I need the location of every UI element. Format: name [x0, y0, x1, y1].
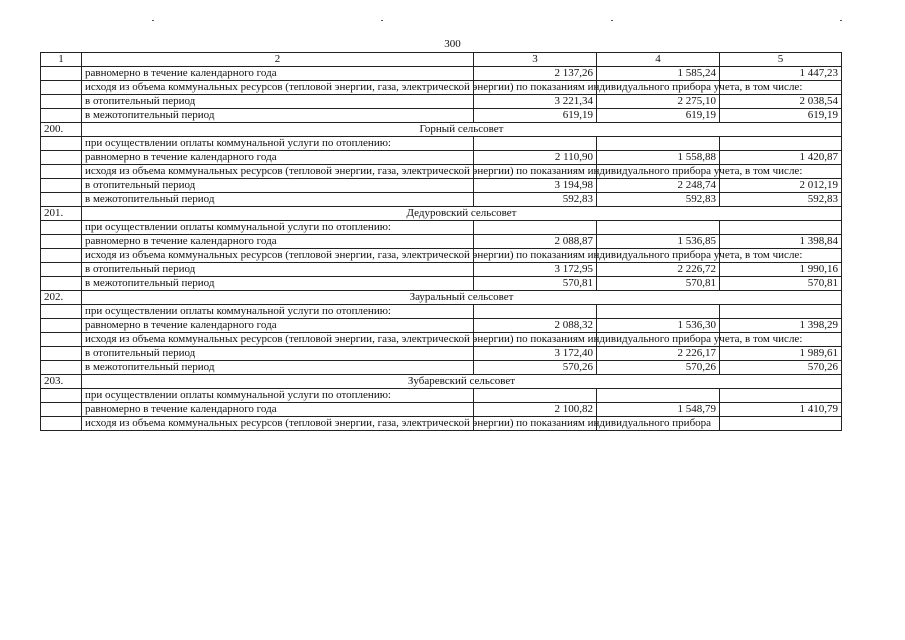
- table-row: [41, 221, 842, 235]
- scan-mark: [840, 20, 842, 21]
- value-cell: [720, 137, 842, 151]
- value-cell: 2 088,32: [474, 319, 597, 333]
- value-cell: 2 038,54: [720, 95, 842, 109]
- value-cell: 1 585,24: [597, 67, 720, 81]
- value-cell: 570,26: [720, 361, 842, 375]
- table-row: [41, 67, 842, 81]
- table-row: [41, 151, 842, 165]
- value-cell: 2 100,82: [474, 403, 597, 417]
- row-number-cell: [41, 235, 82, 249]
- row-label: исходя из объема коммунальных ресурсов (тепловой энергии, газа, электрической энергии) по показаниям индивидуального прибора учета, в том числе:: [82, 165, 474, 179]
- column-header: 4: [597, 53, 720, 67]
- section-name: Зубаревский сельсовет: [82, 375, 842, 389]
- row-label: в межотопительный период: [82, 277, 474, 291]
- value-cell: 1 447,23: [720, 67, 842, 81]
- value-cell: 3 194,98: [474, 179, 597, 193]
- table-row: [41, 277, 842, 291]
- table-row: [41, 165, 842, 179]
- table-row: [41, 389, 842, 403]
- value-cell: [597, 305, 720, 319]
- page-number: 300: [444, 38, 461, 50]
- scan-mark: [152, 20, 154, 21]
- value-cell: [474, 389, 597, 403]
- table-row: [41, 179, 842, 193]
- row-number-cell: [41, 165, 82, 179]
- row-number-cell: [41, 109, 82, 123]
- value-cell: 1 398,29: [720, 319, 842, 333]
- row-label: в межотопительный период: [82, 109, 474, 123]
- row-number-cell: [41, 361, 82, 375]
- row-number-cell: [41, 277, 82, 291]
- row-number-cell: [41, 417, 82, 431]
- value-cell: 1 398,84: [720, 235, 842, 249]
- section-header-row: [41, 291, 842, 305]
- table-row: [41, 263, 842, 277]
- tariff-table-body: [41, 53, 842, 431]
- row-number-cell: [41, 81, 82, 95]
- row-number-cell: [41, 221, 82, 235]
- row-label: равномерно в течение календарного года: [82, 403, 474, 417]
- value-cell: 1 989,61: [720, 347, 842, 361]
- value-cell: 1 990,16: [720, 263, 842, 277]
- value-cell: [597, 221, 720, 235]
- table-row: [41, 109, 842, 123]
- value-cell: 570,26: [597, 361, 720, 375]
- tariff-table: [40, 52, 842, 431]
- value-cell: 592,83: [474, 193, 597, 207]
- value-cell: 1 536,85: [597, 235, 720, 249]
- value-cell: 619,19: [720, 109, 842, 123]
- table-row: [41, 347, 842, 361]
- value-cell: [474, 137, 597, 151]
- section-name: Дедуровский сельсовет: [82, 207, 842, 221]
- table-row: [41, 305, 842, 319]
- value-cell: 2 137,26: [474, 67, 597, 81]
- row-number-cell: [41, 305, 82, 319]
- row-number-cell: [41, 333, 82, 347]
- table-row: [41, 95, 842, 109]
- row-number-cell: [41, 67, 82, 81]
- row-number-cell: [41, 179, 82, 193]
- section-header-row: [41, 375, 842, 389]
- column-header: 3: [474, 53, 597, 67]
- value-cell: 1 410,79: [720, 403, 842, 417]
- value-cell: 2 275,10: [597, 95, 720, 109]
- table-row: [41, 235, 842, 249]
- row-label: исходя из объема коммунальных ресурсов (тепловой энергии, газа, электрической энергии) по показаниям индивидуального прибора учета, в том числе:: [82, 333, 474, 347]
- table-row: [41, 417, 842, 431]
- value-cell: 2 110,90: [474, 151, 597, 165]
- row-label: при осуществлении оплаты коммунальной услуги по отоплению:: [82, 137, 474, 151]
- row-number-cell: [41, 95, 82, 109]
- column-header: 5: [720, 53, 842, 67]
- section-number: 200.: [41, 123, 82, 137]
- section-number: 203.: [41, 375, 82, 389]
- value-cell: 1 420,87: [720, 151, 842, 165]
- table-row: [41, 361, 842, 375]
- row-label: в отопительный период: [82, 263, 474, 277]
- value-cell: 3 221,34: [474, 95, 597, 109]
- row-label: при осуществлении оплаты коммунальной услуги по отоплению:: [82, 389, 474, 403]
- value-cell: 3 172,40: [474, 347, 597, 361]
- row-label: в межотопительный период: [82, 193, 474, 207]
- row-label: в отопительный период: [82, 179, 474, 193]
- value-cell: 2 226,17: [597, 347, 720, 361]
- row-label: исходя из объема коммунальных ресурсов (тепловой энергии, газа, электрической энергии) по показаниям индивидуального прибора учета, в том числе:: [82, 249, 474, 263]
- row-number-cell: [41, 193, 82, 207]
- row-number-cell: [41, 137, 82, 151]
- value-cell: 1 548,79: [597, 403, 720, 417]
- row-number-cell: [41, 151, 82, 165]
- value-cell: 2 226,72: [597, 263, 720, 277]
- value-cell: 3 172,95: [474, 263, 597, 277]
- section-number: 201.: [41, 207, 82, 221]
- table-row: [41, 403, 842, 417]
- column-header-row: [41, 53, 842, 67]
- value-cell: [474, 221, 597, 235]
- value-cell: [720, 417, 842, 431]
- value-cell: [474, 305, 597, 319]
- value-cell: 570,81: [720, 277, 842, 291]
- column-header: 2: [82, 53, 474, 67]
- value-cell: 2 012,19: [720, 179, 842, 193]
- row-number-cell: [41, 249, 82, 263]
- row-label: равномерно в течение календарного года: [82, 235, 474, 249]
- table-row: [41, 81, 842, 95]
- section-header-row: [41, 123, 842, 137]
- row-label: в отопительный период: [82, 95, 474, 109]
- value-cell: [720, 389, 842, 403]
- row-label: равномерно в течение календарного года: [82, 319, 474, 333]
- value-cell: [720, 221, 842, 235]
- value-cell: 570,81: [474, 277, 597, 291]
- row-label: исходя из объема коммунальных ресурсов (тепловой энергии, газа, электрической энергии) по показаниям индивидуального прибора: [82, 417, 474, 431]
- row-label: исходя из объема коммунальных ресурсов (тепловой энергии, газа, электрической энергии) по показаниям индивидуального прибора учета, в том числе:: [82, 81, 474, 95]
- row-label: равномерно в течение календарного года: [82, 151, 474, 165]
- value-cell: 570,26: [474, 361, 597, 375]
- row-number-cell: [41, 263, 82, 277]
- section-header-row: [41, 207, 842, 221]
- section-name: Зауральный сельсовет: [82, 291, 842, 305]
- value-cell: 592,83: [597, 193, 720, 207]
- scan-mark: [611, 20, 613, 21]
- table-row: [41, 193, 842, 207]
- value-cell: 619,19: [474, 109, 597, 123]
- row-label: при осуществлении оплаты коммунальной услуги по отоплению:: [82, 305, 474, 319]
- row-label: равномерно в течение календарного года: [82, 67, 474, 81]
- value-cell: 619,19: [597, 109, 720, 123]
- row-number-cell: [41, 347, 82, 361]
- row-label: в межотопительный период: [82, 361, 474, 375]
- row-label: при осуществлении оплаты коммунальной услуги по отоплению:: [82, 221, 474, 235]
- table-row: [41, 319, 842, 333]
- column-header: 1: [41, 53, 82, 67]
- value-cell: [597, 389, 720, 403]
- row-number-cell: [41, 389, 82, 403]
- table-row: [41, 137, 842, 151]
- row-number-cell: [41, 403, 82, 417]
- value-cell: 570,81: [597, 277, 720, 291]
- value-cell: [597, 137, 720, 151]
- table-row: [41, 333, 842, 347]
- value-cell: 592,83: [720, 193, 842, 207]
- value-cell: [720, 305, 842, 319]
- value-cell: 2 088,87: [474, 235, 597, 249]
- value-cell: 1 558,88: [597, 151, 720, 165]
- section-name: Горный сельсовет: [82, 123, 842, 137]
- table-row: [41, 249, 842, 263]
- section-number: 202.: [41, 291, 82, 305]
- scan-mark: [381, 20, 383, 21]
- value-cell: 2 248,74: [597, 179, 720, 193]
- row-number-cell: [41, 319, 82, 333]
- row-label: в отопительный период: [82, 347, 474, 361]
- value-cell: 1 536,30: [597, 319, 720, 333]
